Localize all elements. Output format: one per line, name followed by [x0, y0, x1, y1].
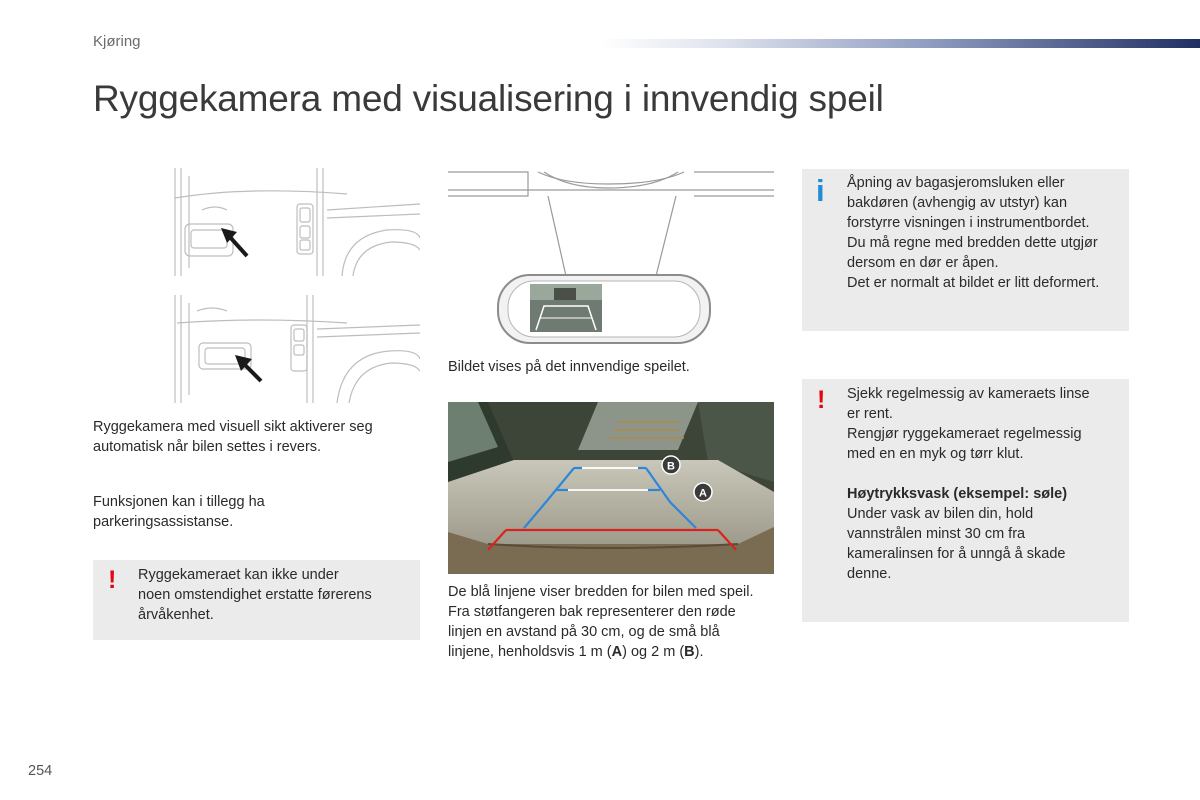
warning-box-right — [802, 379, 1129, 622]
info-line-6: Det er normalt at bildet er litt deformert. — [847, 275, 1100, 291]
wash-line-2: vannstrålen minst 30 cm fra — [847, 526, 1026, 542]
warning-box-left — [93, 560, 420, 640]
intro-line-1: Ryggekamera med visuell sikt aktiverer seg — [93, 419, 373, 435]
info-line-4: Du må regne med bredden dette utgjør — [847, 235, 1098, 251]
intro-line-2: automatisk når bilen settes i revers. — [93, 439, 322, 455]
caption-line-1: De blå linjene viser bredden for bilen med speil. — [448, 584, 754, 600]
warning-text-left — [138, 565, 372, 625]
warning-left-line-2: noen omstendighet erstatte førerens — [138, 587, 372, 603]
info-line-1: Åpning av bagasjeromsluken eller — [847, 175, 1065, 191]
camera-caption — [448, 582, 753, 662]
page-number: 254 — [28, 763, 53, 779]
van-rear-illustration-top — [167, 168, 420, 276]
warning-text-right — [847, 384, 1090, 584]
caption-label-a: A — [611, 644, 623, 660]
caption-label-b: B — [684, 644, 695, 660]
info-text — [847, 173, 1099, 293]
wash-line-1: Under vask av bilen din, hold — [847, 506, 1034, 522]
section-label: Kjøring — [93, 33, 141, 50]
page-title: Ryggekamera med visualisering i innvendig speil — [93, 78, 884, 119]
parking-line-2: parkeringsassistanse. — [93, 514, 234, 530]
caption-line-4-mid: ) og 2 m ( — [622, 644, 685, 660]
parking-assist-paragraph — [93, 492, 265, 532]
warning-right-line-2: er rent. — [847, 406, 893, 422]
caption-line-3: linjen en avstand på 30 cm, og de små blå — [448, 624, 720, 640]
warning-left-line-3: årvåkenhet. — [138, 607, 214, 623]
info-line-5: dersom en dør er åpen. — [847, 255, 999, 271]
caption-line-4 — [448, 642, 753, 662]
camera-view-image — [448, 402, 774, 574]
mirror-caption: Bildet vises på det innvendige speilet. — [448, 359, 690, 375]
parking-line-1: Funksjonen kan i tillegg ha — [93, 494, 265, 510]
wash-line-3: kameralinsen for å unngå å skade — [847, 546, 1066, 562]
exclamation-icon: ! — [108, 566, 117, 594]
caption-line-2: Fra støtfangeren bak representerer den røde — [448, 604, 736, 620]
warning-left-line-1: Ryggekameraet kan ikke under — [138, 567, 339, 583]
info-line-3: forstyrre visningen i instrumentbordet. — [847, 215, 1090, 231]
van-rear-illustration-bottom — [167, 295, 420, 403]
intro-paragraph — [93, 417, 373, 457]
info-icon: i — [816, 173, 825, 208]
caption-line-4-post: ). — [694, 644, 704, 660]
info-line-2: bakdøren (avhengig av utstyr) kan — [847, 195, 1068, 211]
caption-line-4-pre: linjene, henholdsvis 1 m ( — [448, 644, 612, 660]
high-pressure-wash-heading: Høytrykksvask (eksempel: søle) — [847, 486, 1068, 502]
warning-right-line-1: Sjekk regelmessig av kameraets linse — [847, 386, 1090, 402]
wash-line-4: denne. — [847, 566, 892, 582]
exclamation-icon: ! — [817, 386, 826, 414]
info-box — [802, 169, 1129, 331]
camera-label-b: B — [667, 460, 675, 473]
warning-right-line-3: Rengjør ryggekameraet regelmessig — [847, 426, 1082, 442]
camera-label-a: A — [699, 487, 707, 500]
interior-mirror-illustration — [448, 168, 774, 348]
warning-right-line-4: med en en myk og tørr klut. — [847, 446, 1024, 462]
header-bar — [600, 39, 1200, 48]
